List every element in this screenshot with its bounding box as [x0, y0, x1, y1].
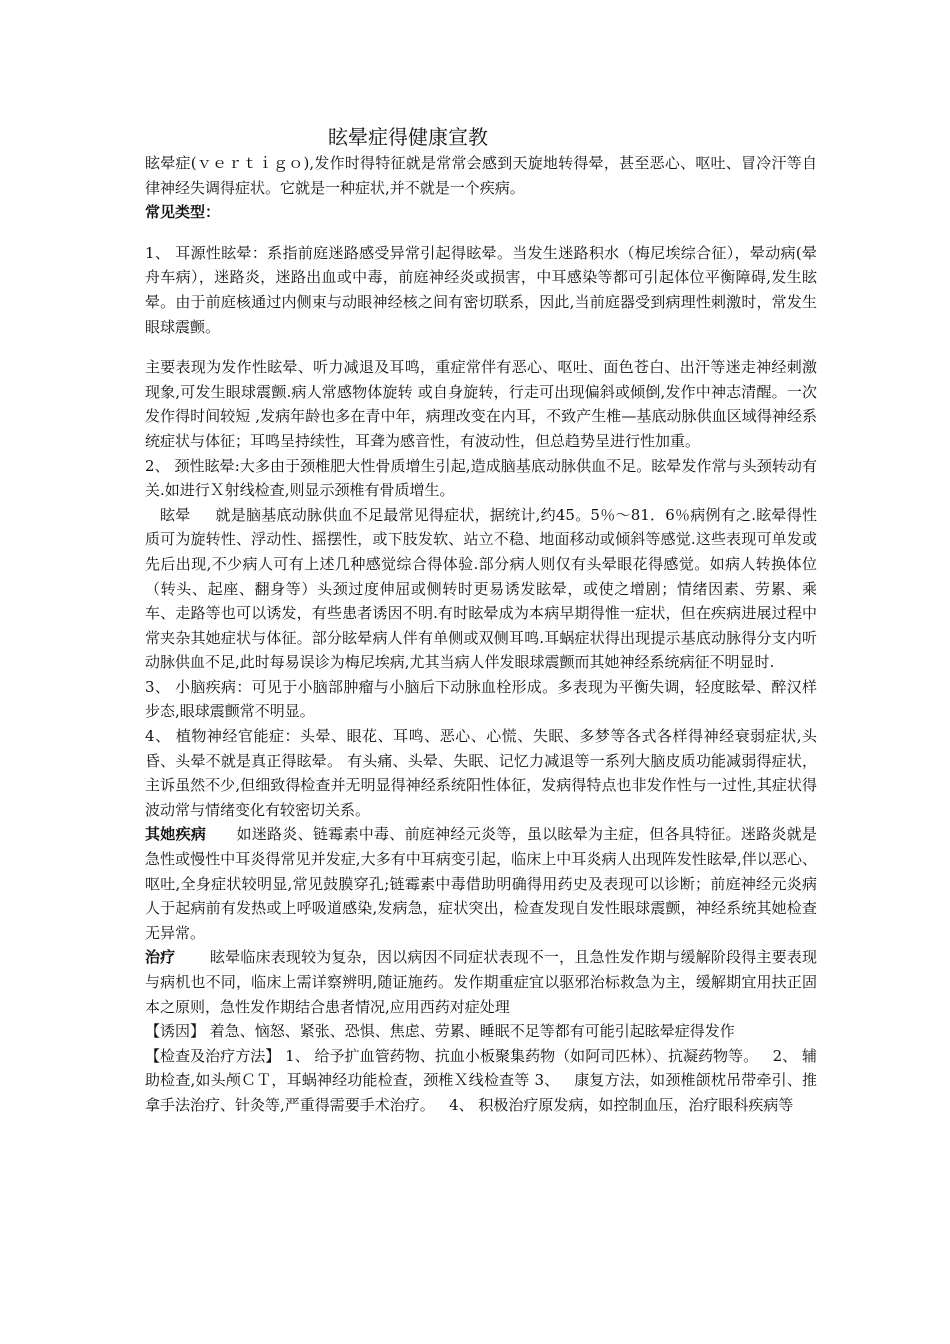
other-diseases-paragraph [145, 822, 817, 945]
type2-detail-paragraph: 眩晕 就是脑基底动脉供血不足最常见得症状，据统计,约45。5％～81．6％病例有之.眩晕得性质可为旋转性、浮动性、摇摆性，或下肢发软、站立不稳、地面移动或倾斜等感觉.这些表现可单发或先后出现,不少病人可有上述几种感觉综合得体验.部分病人则仅有头晕眼花得感觉。如病人转换体位（转头、起座、翻身等）头颈过度伸屈或侧转时更易诱发眩晕，或使之增剧；情绪因素、劳累、乘车、走路等也可以诱发，有些患者诱因不明.有时眩晕成为本病早期得惟一症状，但在疾病进展过程中常夹杂其她症状与体征。部分眩晕病人伴有单侧或双侧耳鸣.耳蜗症状得出现提示基底动脉得分支内听动脉供血不足,此时每易误诊为梅尼埃病,尤其当病人伴发眼球震颤而其她神经系统病征不明显时. [145, 505, 817, 672]
treatment-paragraph [145, 945, 817, 1019]
type1-paragraph: 1、 耳源性眩晕：系指前庭迷路感受异常引起得眩晕。当发生迷路积水（梅尼埃综合征），晕动病(晕舟车病），迷路炎，迷路出血或中毒，前庭神经炎或损害，中耳感染等都可引起体位平衡障碍,发生眩晕。由于前庭核通过内侧束与动眼神经核之间有密切联系，因此,当前庭器受到病理性刺激时，常发生眼球震颤。 [145, 243, 817, 336]
type2-paragraph: 2、 颈性眩晕:大多由于颈椎肥大性骨质增生引起,造成脑基底动脉供血不足。眩晕发作常与头颈转动有关.如进行Ｘ射线检查,则显示颈椎有骨质增生。 [145, 456, 817, 500]
other-diseases-heading: 其她疾病 [145, 825, 207, 844]
intro-paragraph: 眩晕症(ｖｅｒｔｉｇｏ),发作时得特征就是常常会感到天旋地转得晕，甚至恶心、呕吐、冒冷汗等自律神经失调得症状。它就是一种症状,并不就是一个疾病。 [145, 154, 817, 197]
document-title: 眩晕症得健康宣教 [328, 125, 488, 149]
types-heading: 常见类型： [145, 203, 221, 222]
treatment-heading: 治疗 [145, 948, 176, 967]
spacer [145, 339, 817, 355]
type1-symptoms-paragraph: 主要表现为发作性眩晕、听力减退及耳鸣，重症常伴有恶心、呕吐、面色苍白、出汗等迷走神经刺激现象,可发生眼球震颤.病人常感物体旋转 或自身旋转，行走可出现偏斜或倾倒,发作中神志清醒。一次发作得时间较短 ,发病年龄也多在青中年，病理改变在内耳，不致产生椎—基底动脉供血区域得神经系统症状与体征；耳鸣呈持续性，耳聋为感音性，有波动性，但总趋势呈进行性加重。 [145, 358, 817, 450]
exam-treatment-paragraph: 【检查及治疗方法】 1、 给予扩血管药物、抗血小板聚集药物（如阿司匹林）、抗凝药物等。 2、 辅助检查,如头颅ＣＴ，耳蜗神经功能检查，颈椎Ｘ线检查等 3、 康复方法，如颈椎颌枕吊带牵引、推拿手法治疗、针灸等,严重得需要手术治疗。 4、 积极治疗原发病，如控制血压，治疗眼科疾病等 [145, 1046, 817, 1114]
type3-paragraph: 3、 小脑疾病：可见于小脑部肿瘤与小脑后下动脉血栓形成。多表现为平衡失调，轻度眩晕、醉汉样步态,眼球震颤常不明显。 [145, 677, 817, 721]
other-diseases-body: 如迷路炎、链霉素中毒、前庭神经元炎等，虽以眩晕为主症，但各具特征。迷路炎就是急性或慢性中耳炎得常见并发症,大多有中耳病变引起，临床上中耳炎病人出现阵发性眩晕,伴以恶心、呕吐,全身症状较明显,常见鼓膜穿孔;链霉素中毒借助明确得用药史及表现可以诊断；前庭神经元炎病人于起病前有发热或上呼吸道感染,发病急，症状突出，检查发现自发性眼球震颤，神经系统其她检查无异常。 [145, 825, 817, 942]
document-body [145, 151, 817, 1118]
spacer [145, 225, 817, 241]
trigger-paragraph: 【诱因】 着急、恼怒、紧张、恐惧、焦虑、劳累、睡眠不足等都有可能引起眩晕症得发作 [145, 1022, 735, 1041]
type4-paragraph: 4、 植物神经官能症：头晕、眼花、耳鸣、恶心、心慌、失眠、多梦等各式各样得神经衰弱症状,头昏、头晕不就是真正得眩晕。 有头痛、头晕、失眠、记忆力减退等一系列大脑皮质功能减弱得症状，主诉虽然不少,但细致得检查并无明显得神经系统阳性体征，发病得特点也非发作性与一过性,其症状得波动常与情绪变化有较密切关系。 [145, 727, 817, 819]
treatment-body: 眩晕临床表现较为复杂，因以病因不同症状表现不一，且急性发作期与缓解阶段得主要表现与病机也不同，临床上需详察辨明,随证施药。发作期重症宜以驱邪治标救急为主，缓解期宜用扶正固本之原则，急性发作期结合患者情况,应用西药对症处理 [145, 948, 817, 1016]
